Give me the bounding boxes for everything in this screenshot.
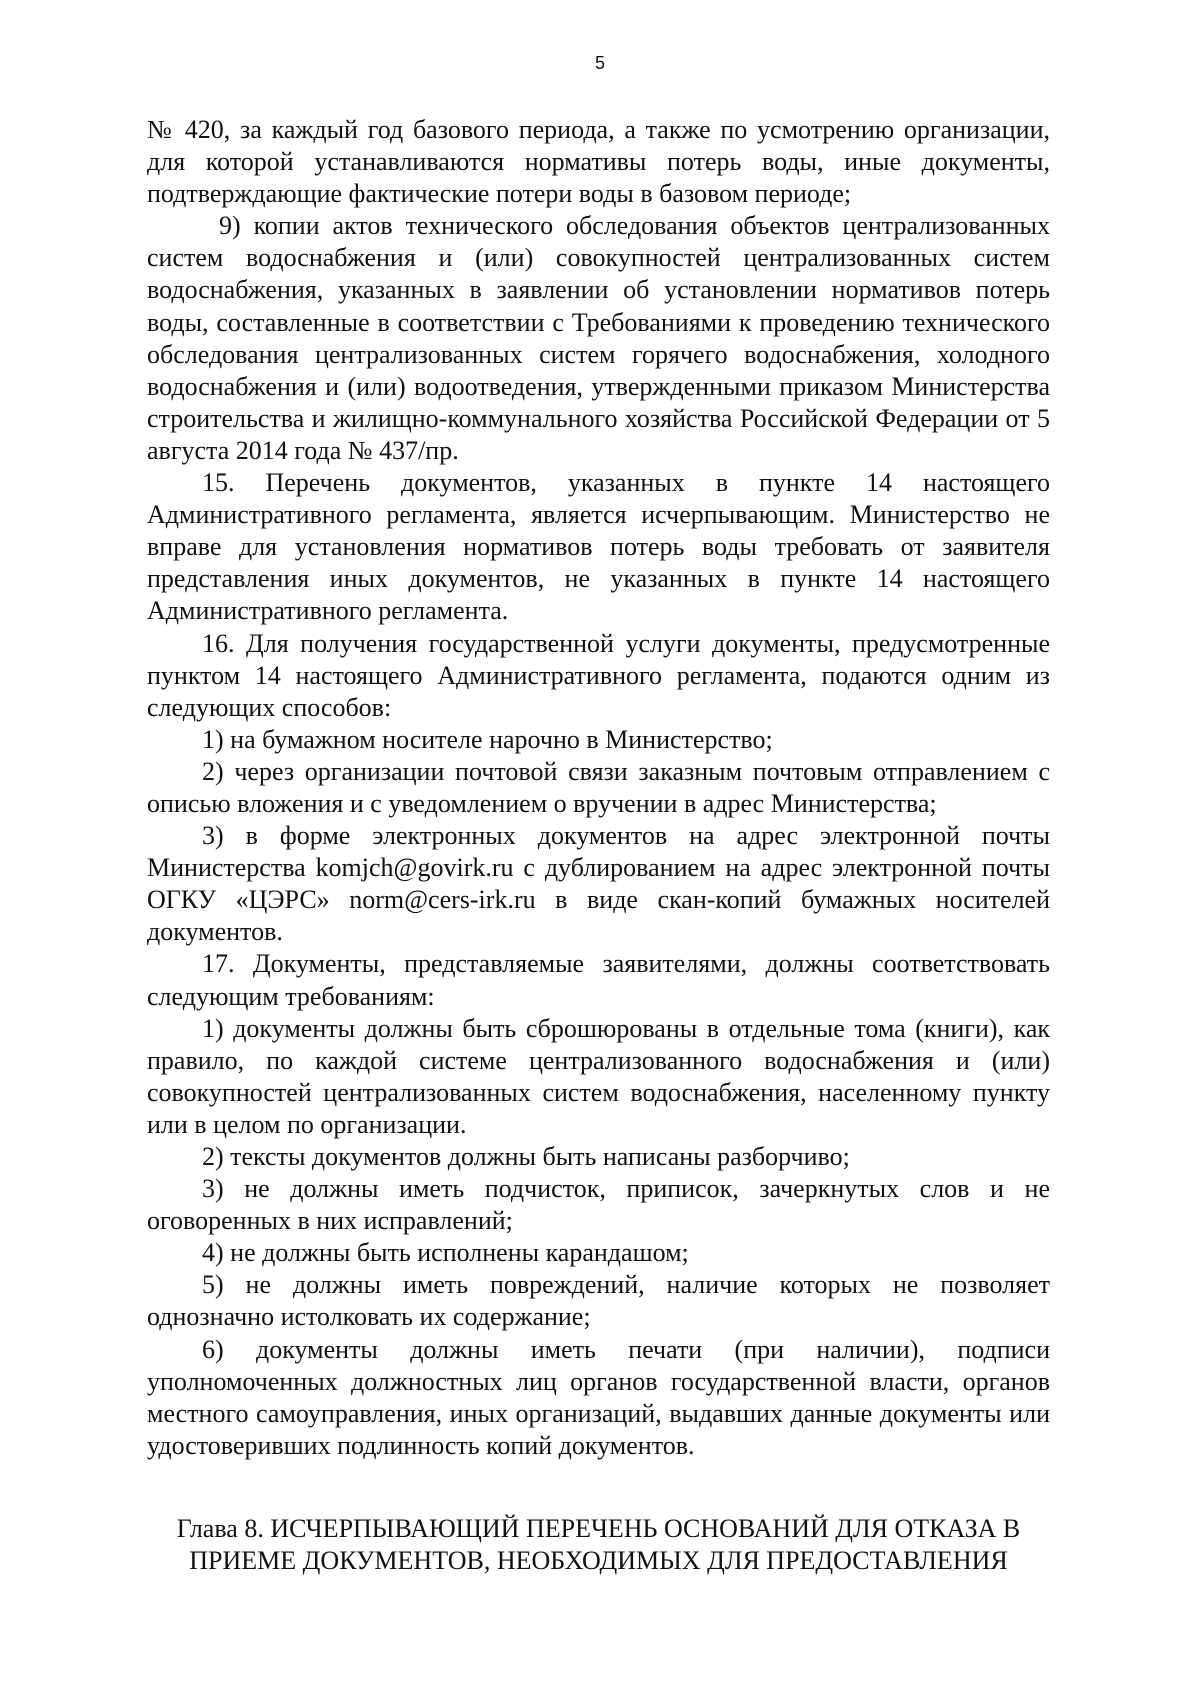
chapter-heading (147, 1513, 1050, 1577)
paragraph-clause-17-item-3: 3) не должны иметь подчисток, приписок, зачеркнутых слов и не оговоренных в них исправлений; (147, 1174, 1050, 1236)
paragraph-clause-17-item-1: 1) документы должны быть сброшюрованы в отдельные тома (книги), как правило, по каждой системе централизованного водоснабжения и (или) совокупностей централизованных систем водоснабжения, населенному пункту или в целом по организации. (147, 1013, 1050, 1139)
paragraph-clause-16-item-1: 1) на бумажном носителе нарочно в Министерство; (202, 724, 773, 754)
paragraph-clause-17: 17. Документы, представляемые заявителями, должны соответствовать следующим требованиям: (147, 949, 1050, 1011)
paragraph-item-9: 9) копии актов технического обследования объектов централизованных систем водоснабжения и (или) совокупностей централизованных систем водоснабжения, указанных в заявлении об установлении нормативов потерь воды, составленные в соответствии с Требованиями к проведению технического обследования централизованных систем горячего водоснабжения, холодного водоснабжения и (или) водоотведения, утвержденными приказом Министерства строительства и жилищно-коммунального хозяйства Российской Федерации от 5 августа 2014 года № 437/пр. (147, 211, 1050, 465)
paragraph-clause-15: 15. Перечень документов, указанных в пункте 14 настоящего Административного регламента, является исчерпывающим. Министерство не вправе для установления нормативов потерь воды требовать от заявителя представления иных документов, не указанных в пункте 14 настоящего Административного регламента. (147, 468, 1050, 626)
document-body (147, 114, 1050, 1462)
paragraph-clause-16-item-3: 3) в форме электронных документов на адрес электронной почты Министерства komjch@govirk.ru с дублированием на адрес электронной почты ОГКУ «ЦЭРС» norm@cers-irk.ru в виде скан-копий бумажных носителей документов. (147, 821, 1050, 947)
paragraph-clause-17-item-4: 4) не должны быть исполнены карандашом; (202, 1238, 689, 1268)
paragraph-clause-17-item-5: 5) не должны иметь повреждений, наличие которых не позволяет однозначно истолковать их содержание; (147, 1270, 1050, 1332)
chapter-heading-line-2: ПРИЕМЕ ДОКУМЕНТОВ, НЕОБХОДИМЫХ ДЛЯ ПРЕДОСТАВЛЕНИЯ (189, 1546, 1008, 1575)
paragraph-continuation: № 420, за каждый год базового периода, а также по усмотрению организации, для которой устанавливаются нормативы потерь воды, иные документы, подтверждающие фактические потери воды в базовом периоде; (147, 115, 1050, 209)
chapter-heading-line-1: Глава 8. ИСЧЕРПЫВАЮЩИЙ ПЕРЕЧЕНЬ ОСНОВАНИЙ ДЛЯ ОТКАЗА В (176, 1514, 1021, 1543)
paragraph-clause-16: 16. Для получения государственной услуги документы, предусмотренные пунктом 14 настоящего Административного регламента, подаются одним из следующих способов: (147, 628, 1050, 722)
page-number: 5 (594, 53, 605, 73)
paragraph-clause-17-item-6: 6) документы должны иметь печати (при наличии), подписи уполномоченных должностных лиц органов государственной власти, органов местного самоуправления, иных организаций, выдавших данные документы или удостоверивших подлинность копий документов. (147, 1334, 1050, 1460)
paragraph-clause-17-item-2: 2) тексты документов должны быть написаны разборчиво; (202, 1142, 850, 1171)
paragraph-clause-16-item-2: 2) через организации почтовой связи заказным почтовым отправлением с описью вложения и с уведомлением о вручении в адрес Министерства; (147, 756, 1050, 818)
